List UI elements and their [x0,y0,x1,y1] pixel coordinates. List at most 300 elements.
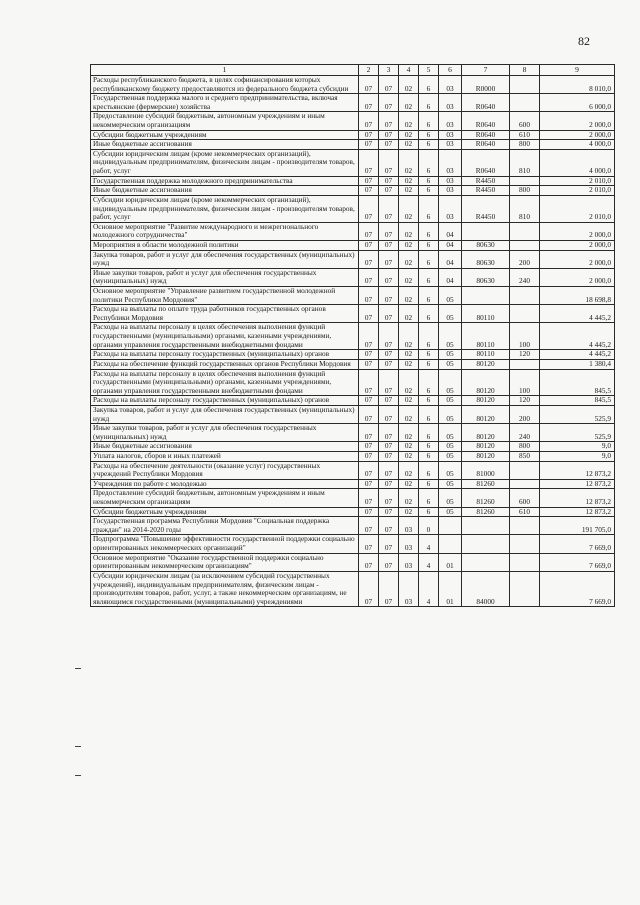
event-code-cell: 05 [439,489,462,507]
row-name-cell: Расходы на выплаты по оплате труда работников государственных органов Республики Мордовия [91,305,359,323]
row-name-cell: Учреждения по работе с молодежью [91,479,359,489]
expense-type-cell: 800 [510,442,540,452]
section-code-cell: 07 [359,222,379,240]
subsection-code-cell: 07 [379,305,399,323]
event-code-cell: 03 [439,112,462,130]
amount-cell: 2 000,0 [540,222,615,240]
subprogram-code-cell: 6 [419,130,439,140]
amount-cell: 12 873,2 [540,479,615,489]
direction-code-cell [462,222,510,240]
expense-type-cell [510,571,540,606]
amount-cell: 12 873,2 [540,461,615,479]
amount-cell: 4 445,2 [540,350,615,360]
subsection-code-cell: 07 [379,176,399,186]
amount-cell: 525,9 [540,405,615,423]
event-code-cell: 03 [439,94,462,112]
event-code-cell: 05 [439,461,462,479]
amount-cell: 12 873,2 [540,489,615,507]
amount-cell: 4 445,2 [540,305,615,323]
subsection-code-cell: 07 [379,149,399,176]
direction-code-cell [462,535,510,553]
subprogram-code-cell: 6 [419,149,439,176]
section-code-cell: 07 [359,489,379,507]
direction-code-cell: R0640 [462,140,510,150]
section-code-cell: 07 [359,149,379,176]
direction-code-cell: 80110 [462,323,510,350]
table-row [91,507,615,517]
section-code-cell: 07 [359,112,379,130]
subsection-code-cell: 07 [379,461,399,479]
subsection-code-cell: 07 [379,517,399,535]
event-code-cell: 05 [439,359,462,369]
direction-code-cell: 81260 [462,507,510,517]
program-code-cell: 03 [399,571,419,606]
amount-cell: 7 669,0 [540,535,615,553]
direction-code-cell [462,553,510,571]
direction-code-cell: 80110 [462,305,510,323]
direction-code-cell: 80120 [462,396,510,406]
amount-cell: 2 000,0 [540,130,615,140]
program-code-cell: 02 [399,369,419,396]
subsection-code-cell: 07 [379,250,399,268]
section-code-cell: 07 [359,507,379,517]
subsection-code-cell: 07 [379,140,399,150]
expense-type-cell: 240 [510,424,540,442]
section-code-cell: 07 [359,350,379,360]
direction-code-cell: 84000 [462,571,510,606]
program-code-cell: 02 [399,186,419,196]
program-code-cell: 02 [399,451,419,461]
amount-cell: 7 669,0 [540,553,615,571]
amount-cell: 845,5 [540,369,615,396]
section-code-cell: 07 [359,479,379,489]
expense-type-cell [510,553,540,571]
event-code-cell: 05 [439,451,462,461]
section-code-cell: 07 [359,140,379,150]
event-code-cell: 03 [439,76,462,94]
program-code-cell: 02 [399,130,419,140]
event-code-cell: 05 [439,305,462,323]
subprogram-code-cell: 6 [419,396,439,406]
amount-cell: 1 380,4 [540,359,615,369]
amount-cell: 4 000,0 [540,149,615,176]
expense-type-cell: 800 [510,186,540,196]
subprogram-code-cell: 6 [419,76,439,94]
table-row [91,359,615,369]
subprogram-code-cell: 4 [419,553,439,571]
row-name-cell: Подпрограмма "Повышение эффективности государственной поддержки социально ориентированных некоммерческих организаций" [91,535,359,553]
table-row [91,571,615,606]
expense-type-cell [510,461,540,479]
direction-code-cell: R0000 [462,76,510,94]
expense-type-cell: 800 [510,140,540,150]
subprogram-code-cell: 4 [419,571,439,606]
amount-cell: 4 445,2 [540,323,615,350]
row-name-cell: Расходы на обеспечение деятельности (оказание услуг) государственных учреждений Республики Мордовия [91,461,359,479]
subsection-code-cell: 07 [379,268,399,286]
row-name-cell: Основное мероприятие "Оказание государственной поддержки социально ориентированным некоммерческим организациям" [91,553,359,571]
program-code-cell: 02 [399,350,419,360]
program-code-cell: 02 [399,507,419,517]
expense-type-cell: 120 [510,350,540,360]
section-code-cell: 07 [359,268,379,286]
amount-cell: 191 705,0 [540,517,615,535]
row-name-cell: Предоставление субсидий бюджетным, автономным учреждениям и иным некоммерческим организациям [91,489,359,507]
event-code-cell: 01 [439,571,462,606]
row-name-cell: Мероприятия в области молодежной политики [91,240,359,250]
event-code-cell: 03 [439,130,462,140]
row-name-cell: Закупка товаров, работ и услуг для обеспечения государственных (муниципальных) нужд [91,250,359,268]
table-row [91,195,615,222]
subsection-code-cell: 07 [379,359,399,369]
subprogram-code-cell: 6 [419,186,439,196]
table-row [91,405,615,423]
expense-type-cell [510,305,540,323]
subprogram-code-cell: 6 [419,94,439,112]
direction-code-cell: 80630 [462,240,510,250]
row-name-cell: Уплата налогов, сборов и иных платежей [91,451,359,461]
subprogram-code-cell: 4 [419,535,439,553]
expense-type-cell: 810 [510,195,540,222]
program-code-cell: 02 [399,222,419,240]
direction-code-cell: R0640 [462,94,510,112]
subprogram-code-cell: 6 [419,350,439,360]
event-code-cell: 04 [439,268,462,286]
section-code-cell: 07 [359,287,379,305]
amount-cell: 2 000,0 [540,112,615,130]
event-code-cell: 05 [439,479,462,489]
subsection-code-cell: 07 [379,451,399,461]
event-code-cell: 04 [439,240,462,250]
program-code-cell: 02 [399,112,419,130]
table-row [91,350,615,360]
section-code-cell: 07 [359,396,379,406]
program-code-cell: 03 [399,517,419,535]
subsection-code-cell: 07 [379,112,399,130]
section-code-cell: 07 [359,405,379,423]
subsection-code-cell: 07 [379,240,399,250]
row-name-cell: Иные закупки товаров, работ и услуг для обеспечения государственных (муниципальных) нужд [91,268,359,286]
margin-tick-mark [75,668,81,669]
section-code-cell: 07 [359,451,379,461]
row-name-cell: Иные закупки товаров, работ и услуг для обеспечения государственных (муниципальных) нужд [91,424,359,442]
table-row [91,323,615,350]
section-code-cell: 07 [359,359,379,369]
event-code-cell: 03 [439,140,462,150]
row-name-cell: Основное мероприятие "Управление развитием государственной молодежной политики Республики Мордовия" [91,287,359,305]
program-code-cell: 02 [399,287,419,305]
table-row [91,461,615,479]
direction-code-cell: R0640 [462,112,510,130]
amount-cell: 2 010,0 [540,176,615,186]
program-code-cell: 02 [399,461,419,479]
direction-code-cell: 81260 [462,479,510,489]
section-code-cell: 07 [359,553,379,571]
subprogram-code-cell: 6 [419,176,439,186]
header-cell: 4 [399,65,419,76]
table-row [91,268,615,286]
event-code-cell: 05 [439,287,462,305]
expense-type-cell: 240 [510,268,540,286]
program-code-cell: 02 [399,479,419,489]
table-row [91,186,615,196]
section-code-cell: 07 [359,186,379,196]
subsection-code-cell: 07 [379,222,399,240]
row-name-cell: Субсидии бюджетным учреждениям [91,130,359,140]
event-code-cell [439,535,462,553]
subprogram-code-cell: 6 [419,287,439,305]
header-cell: 1 [91,65,359,76]
event-code-cell: 04 [439,222,462,240]
expense-type-cell: 200 [510,250,540,268]
subprogram-code-cell: 6 [419,268,439,286]
amount-cell: 9,0 [540,442,615,452]
amount-cell: 18 698,8 [540,287,615,305]
header-cell: 3 [379,65,399,76]
expense-type-cell [510,517,540,535]
expense-type-cell: 850 [510,451,540,461]
section-code-cell: 07 [359,517,379,535]
subprogram-code-cell: 6 [419,359,439,369]
subprogram-code-cell: 6 [419,240,439,250]
subprogram-code-cell: 6 [419,405,439,423]
direction-code-cell: R0640 [462,149,510,176]
subprogram-code-cell: 6 [419,442,439,452]
event-code-cell: 03 [439,176,462,186]
program-code-cell: 02 [399,240,419,250]
subsection-code-cell: 07 [379,323,399,350]
amount-cell: 12 873,2 [540,507,615,517]
direction-code-cell [462,517,510,535]
amount-cell: 2 000,0 [540,268,615,286]
program-code-cell: 02 [399,489,419,507]
row-name-cell: Государственная поддержка молодежного предпринимательства [91,176,359,186]
table-row [91,140,615,150]
direction-code-cell: R4450 [462,195,510,222]
subprogram-code-cell: 6 [419,461,439,479]
subprogram-code-cell: 0 [419,517,439,535]
header-cell: 7 [462,65,510,76]
row-name-cell: Государственная поддержка малого и среднего предпринимательства, включая крестьянские (фермерские) хозяйства [91,94,359,112]
section-code-cell: 07 [359,442,379,452]
section-code-cell: 07 [359,176,379,186]
subsection-code-cell: 07 [379,195,399,222]
table-row [91,176,615,186]
subsection-code-cell: 07 [379,94,399,112]
program-code-cell: 02 [399,140,419,150]
event-code-cell: 05 [439,424,462,442]
program-code-cell: 02 [399,323,419,350]
amount-cell: 9,0 [540,451,615,461]
program-code-cell: 02 [399,94,419,112]
direction-code-cell: 80110 [462,350,510,360]
amount-cell: 6 000,0 [540,94,615,112]
subsection-code-cell: 07 [379,396,399,406]
amount-cell: 2 010,0 [540,195,615,222]
subprogram-code-cell: 6 [419,305,439,323]
subsection-code-cell: 07 [379,535,399,553]
row-name-cell: Государственная программа Республики Мордовия "Социальная поддержка граждан" на 2014-2020 годы [91,517,359,535]
table-row [91,369,615,396]
table-row [91,112,615,130]
section-code-cell: 07 [359,94,379,112]
program-code-cell: 02 [399,442,419,452]
expense-type-cell [510,76,540,94]
page-number: 82 [578,34,590,48]
subsection-code-cell: 07 [379,479,399,489]
budget-table [90,64,615,607]
table-row [91,250,615,268]
event-code-cell: 03 [439,186,462,196]
program-code-cell: 03 [399,553,419,571]
table-row [91,424,615,442]
row-name-cell: Расходы на обеспечение функций государственных органов Республики Мордовия [91,359,359,369]
row-name-cell: Основное мероприятие "Развитие международного и межрегионального молодежного сотрудничества" [91,222,359,240]
subsection-code-cell: 07 [379,442,399,452]
expense-type-cell [510,479,540,489]
expense-type-cell: 100 [510,369,540,396]
direction-code-cell: 80120 [462,451,510,461]
program-code-cell: 02 [399,195,419,222]
direction-code-cell: 80120 [462,442,510,452]
section-code-cell: 07 [359,461,379,479]
header-cell: 6 [439,65,462,76]
program-code-cell: 02 [399,359,419,369]
expense-type-cell: 120 [510,396,540,406]
row-name-cell: Предоставление субсидий бюджетным, автономным учреждениям и иным некоммерческим организациям [91,112,359,130]
subprogram-code-cell: 6 [419,479,439,489]
amount-cell: 8 010,0 [540,76,615,94]
expense-type-cell [510,240,540,250]
amount-cell: 2 010,0 [540,186,615,196]
header-cell: 8 [510,65,540,76]
expense-type-cell: 610 [510,507,540,517]
expense-type-cell [510,176,540,186]
row-name-cell: Иные бюджетные ассигнования [91,140,359,150]
section-code-cell: 07 [359,250,379,268]
subsection-code-cell: 07 [379,369,399,396]
subsection-code-cell: 07 [379,186,399,196]
subprogram-code-cell: 6 [419,250,439,268]
event-code-cell: 03 [439,149,462,176]
header-cell: 5 [419,65,439,76]
subprogram-code-cell: 6 [419,112,439,130]
program-code-cell: 02 [399,250,419,268]
section-code-cell: 07 [359,424,379,442]
subsection-code-cell: 07 [379,76,399,94]
expense-type-cell [510,222,540,240]
table-row [91,305,615,323]
subprogram-code-cell: 6 [419,222,439,240]
table-row [91,149,615,176]
table-row [91,442,615,452]
expense-type-cell: 810 [510,149,540,176]
event-code-cell: 05 [439,442,462,452]
row-name-cell: Расходы на выплаты персоналу государственных (муниципальных) органов [91,350,359,360]
subsection-code-cell: 07 [379,553,399,571]
table-row [91,535,615,553]
subprogram-code-cell: 6 [419,489,439,507]
subsection-code-cell: 07 [379,571,399,606]
program-code-cell: 03 [399,535,419,553]
expense-type-cell [510,94,540,112]
event-code-cell: 05 [439,350,462,360]
expense-type-cell [510,535,540,553]
subprogram-code-cell: 6 [419,369,439,396]
program-code-cell: 02 [399,396,419,406]
subprogram-code-cell: 6 [419,323,439,350]
subsection-code-cell: 07 [379,287,399,305]
table-row [91,76,615,94]
subprogram-code-cell: 6 [419,424,439,442]
direction-code-cell: R4450 [462,186,510,196]
row-name-cell: Расходы на выплаты персоналу государственных (муниципальных) органов [91,396,359,406]
amount-cell: 7 669,0 [540,571,615,606]
direction-code-cell: 80120 [462,369,510,396]
row-name-cell: Расходы на выплаты персоналу в целях обеспечения выполнения функций государственными (муниципальными) органами, казенными учреждениями, органами управления государственными внебюджетными фондами [91,369,359,396]
subprogram-code-cell: 6 [419,195,439,222]
direction-code-cell: 81000 [462,461,510,479]
section-code-cell: 07 [359,535,379,553]
subsection-code-cell: 07 [379,405,399,423]
program-code-cell: 02 [399,405,419,423]
event-code-cell: 04 [439,250,462,268]
expense-type-cell: 200 [510,405,540,423]
table-row [91,94,615,112]
program-code-cell: 02 [399,305,419,323]
direction-code-cell: 80630 [462,250,510,268]
program-code-cell: 02 [399,76,419,94]
section-code-cell: 07 [359,195,379,222]
header-cell: 2 [359,65,379,76]
section-code-cell: 07 [359,240,379,250]
event-code-cell: 05 [439,405,462,423]
event-code-cell: 05 [439,507,462,517]
table-row [91,222,615,240]
amount-cell: 845,5 [540,396,615,406]
subprogram-code-cell: 6 [419,140,439,150]
table-row [91,287,615,305]
table-row [91,451,615,461]
table-row [91,396,615,406]
header-cell: 9 [540,65,615,76]
expense-type-cell [510,287,540,305]
program-code-cell: 02 [399,176,419,186]
direction-code-cell: 80120 [462,424,510,442]
amount-cell: 525,9 [540,424,615,442]
expense-type-cell: 600 [510,489,540,507]
expense-type-cell [510,359,540,369]
direction-code-cell: 80120 [462,359,510,369]
table-row [91,479,615,489]
section-code-cell: 07 [359,369,379,396]
row-name-cell: Закупка товаров, работ и услуг для обеспечения государственных (муниципальных) нужд [91,405,359,423]
subsection-code-cell: 07 [379,130,399,140]
subsection-code-cell: 07 [379,507,399,517]
subsection-code-cell: 07 [379,350,399,360]
subprogram-code-cell: 6 [419,451,439,461]
amount-cell: 4 000,0 [540,140,615,150]
event-code-cell: 01 [439,553,462,571]
row-name-cell: Расходы республиканского бюджета, в целях софинансирования которых республиканскому бюджету предоставляются из федерального бюджета субсидии [91,76,359,94]
margin-tick-mark [75,746,81,747]
direction-code-cell [462,287,510,305]
direction-code-cell: R0640 [462,130,510,140]
event-code-cell: 05 [439,369,462,396]
direction-code-cell: 81260 [462,489,510,507]
program-code-cell: 02 [399,268,419,286]
subsection-code-cell: 07 [379,489,399,507]
